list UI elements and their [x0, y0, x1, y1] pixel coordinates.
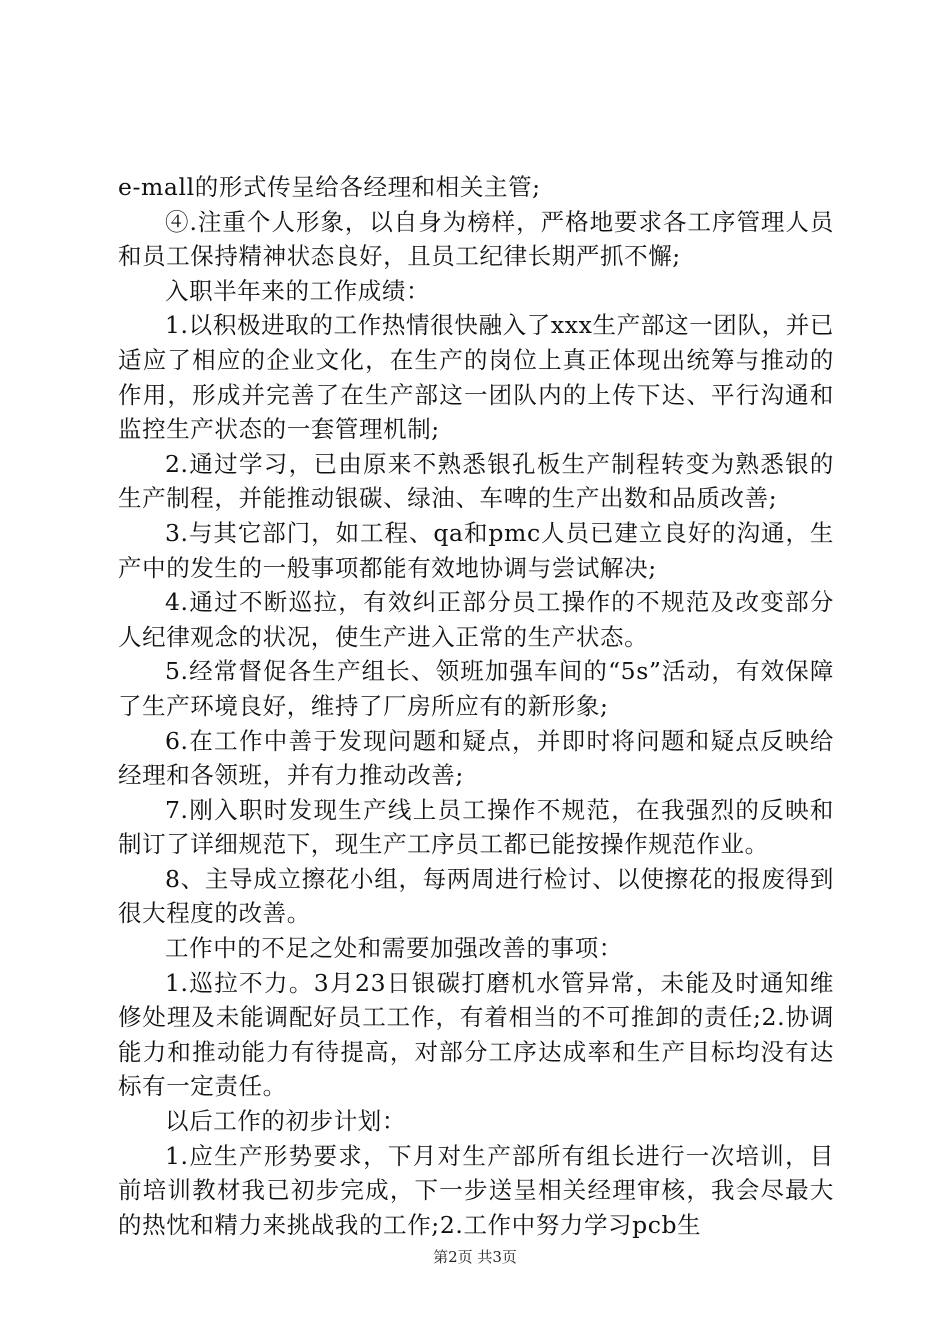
document-body	[118, 170, 834, 1242]
section-heading-plan: 以后工作的初步计划：	[165, 1107, 406, 1136]
achievement-item-3: 3.与其它部门，如工程、qa和pmc人员已建立良好的沟通，生产中的发生的一般事项都能有效地协调与尝试解决;	[118, 518, 834, 582]
section-heading-shortcomings: 工作中的不足之处和需要加强改善的事项：	[165, 934, 623, 963]
paragraph-item-4: ④.注重个人形象，以自身为榜样，严格地要求各工序管理人员和员工保持精神状态良好，且员工纪律长期严抓不懈;	[118, 207, 834, 271]
page-number-footer: 第2页 共3页	[433, 1248, 517, 1266]
achievement-item-8: 8、主导成立擦花小组，每两周进行检讨、以使擦花的报废得到很大程度的改善。	[118, 864, 834, 928]
paragraph-continuation: e-mall的形式传呈给各经理和相关主管;	[118, 173, 541, 201]
achievement-item-2: 2.通过学习，已由原来不熟悉银孔板生产制程转变为熟悉银的生产制程，并能推动银碳、绿油、车啤的生产出数和品质改善;	[118, 449, 834, 513]
achievement-item-5: 5.经常督促各生产组长、领班加强车间的“5s”活动，有效保障了生产环境良好，维持了厂房所应有的新形象;	[118, 657, 834, 720]
achievement-item-1: 1.以积极进取的工作热情很快融入了xxx生产部这一团队，并已适应了相应的企业文化，在生产的岗位上真正体现出统筹与推动的作用，形成并完善了在生产部这一团队内的上传下达、平行沟通和监控生产状态的一套管理机制;	[118, 311, 834, 444]
shortcoming-item: 1.巡拉不力。3月23日银碳打磨机水管异常，未能及时通知维修处理及未能调配好员工工作，有着相当的不可推卸的责任;2.协调能力和推动能力有待提高，对部分工序达成率和生产目标均没有达标有一定责任。	[118, 968, 834, 1101]
achievement-item-6: 6.在工作中善于发现问题和疑点，并即时将问题和疑点反映给经理和各领班，并有力推动改善;	[118, 726, 834, 790]
plan-item: 1.应生产形势要求，下月对生产部所有组长进行一次培训，目前培训教材我已初步完成，下一步送呈相关经理审核，我会尽最大的热忱和精力来挑战我的工作;2.工作中努力学习pcb生	[118, 1141, 834, 1239]
achievement-item-4: 4.通过不断巡拉，有效纠正部分员工操作的不规范及改变部分人纪律观念的状况，使生产进入正常的生产状态。	[118, 588, 834, 651]
achievement-item-7: 7.刚入职时发现生产线上员工操作不规范，在我强烈的反映和制订了详细规范下，现生产工序员工都已能按操作规范作业。	[118, 795, 834, 859]
section-heading-achievements: 入职半年来的工作成绩：	[165, 276, 431, 305]
